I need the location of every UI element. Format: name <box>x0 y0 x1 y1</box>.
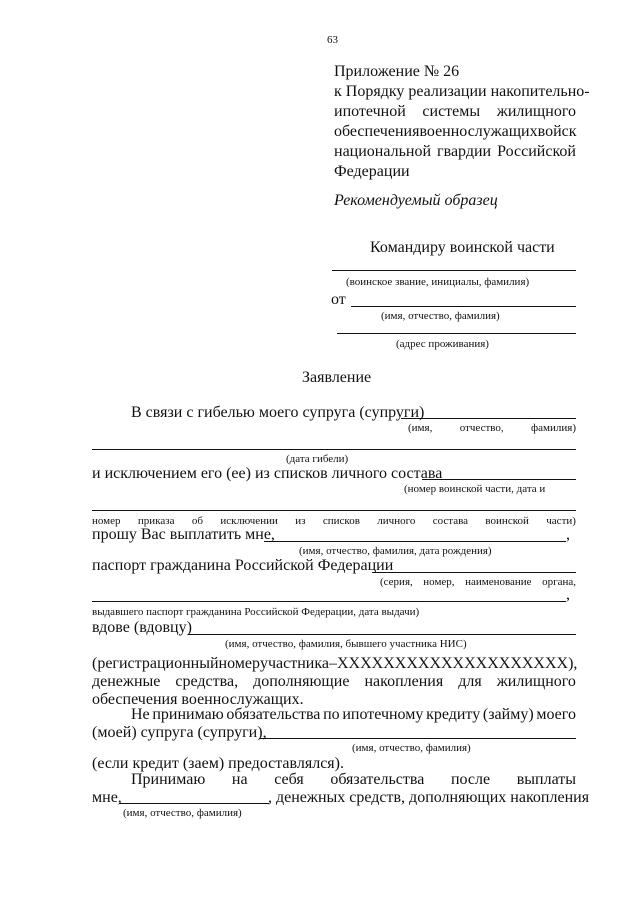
credit-note: (если кредит (заем) предоставлялся). <box>92 755 344 772</box>
word: по <box>323 706 340 723</box>
passport-hint <box>380 576 576 588</box>
exclusion-line <box>422 479 576 480</box>
widow-line <box>188 634 576 635</box>
addressee-title: Командиру воинской части <box>370 239 555 256</box>
word: войск <box>537 123 577 140</box>
death-date-line <box>92 449 576 450</box>
spouse-text: (моей) супруга (супруги), <box>92 724 267 741</box>
issuer-hint: выдавшего паспорт гражданина Российской Федерации, дата выдачи) <box>92 606 420 618</box>
me-rest: , денежных средств, дополняющих накопления <box>268 789 590 806</box>
word: на <box>231 771 248 788</box>
me-text: мне, <box>92 789 122 806</box>
death-date-hint: (дата гибели) <box>286 453 349 465</box>
appendix-line-3 <box>334 123 576 141</box>
pay-hint: (имя, отчество, фамилия, дата рождения) <box>299 545 492 557</box>
word: (серия, <box>380 576 413 588</box>
word: выплаты <box>516 771 576 788</box>
word: наименование <box>465 576 532 588</box>
word: обязательства <box>226 706 321 723</box>
word: денежные <box>92 673 161 690</box>
reg-number-line <box>92 655 576 673</box>
widow-text: вдове (вдовцу) <box>92 619 192 636</box>
issuer-line <box>92 601 566 602</box>
word: исключении <box>220 515 278 527</box>
word: Российской <box>497 143 576 160</box>
no-mortgage-line <box>131 706 576 724</box>
from-name-line <box>351 306 576 307</box>
word: (займу) <box>482 706 534 723</box>
word: накопления <box>364 673 444 690</box>
word: органа, <box>542 576 576 588</box>
word: ипотечному <box>342 706 424 723</box>
word: участника <box>260 655 329 672</box>
word: кредиту <box>426 706 481 723</box>
address-line <box>337 333 576 334</box>
word: (регистрационный <box>92 655 219 672</box>
word: части) <box>546 515 576 527</box>
word: – <box>329 655 337 672</box>
word: Не <box>131 706 150 723</box>
word: системы <box>422 103 481 120</box>
me-line <box>119 803 269 804</box>
pay-line <box>264 541 566 542</box>
word: отчество, <box>459 422 504 434</box>
spouse-line <box>259 738 576 739</box>
passport-line <box>372 572 576 573</box>
word: национальной <box>334 143 431 160</box>
word: гвардии <box>437 143 492 160</box>
word: номер <box>218 655 260 672</box>
word: фамилия) <box>531 422 576 434</box>
unit-hint: (номер воинской части, дата и <box>404 483 546 495</box>
word: приказа <box>137 515 175 527</box>
appendix-title: Приложение № 26 <box>334 63 460 80</box>
passport-text: паспорт гражданина Российской Федерации <box>92 557 394 574</box>
me-hint: (имя, отчество, фамилия) <box>123 807 242 819</box>
death-text: В связи с гибелью моего супруга (супруги) <box>131 404 425 421</box>
recommended-sample: Рекомендуемый образец <box>334 192 498 209</box>
word: XXXXXXXXXXXXXXXXXXXX), <box>337 655 578 672</box>
rank-hint: (воинское звание, инициалы, фамилия) <box>346 276 530 288</box>
word: моего <box>536 706 576 723</box>
word: средства, <box>175 673 239 690</box>
appendix-line-1: к Порядку реализации накопительно- <box>334 83 590 100</box>
word: себя <box>274 771 304 788</box>
spouse-hint: (имя, отчество, фамилия) <box>352 742 471 754</box>
from-name-hint: (имя, отчество, фамилия) <box>381 310 500 322</box>
order-line <box>92 510 576 511</box>
word: (имя, <box>408 422 433 434</box>
word: номер <box>92 515 121 527</box>
word: для <box>458 673 482 690</box>
appendix-line-5: Федерации <box>334 163 410 180</box>
page-number: 63 <box>327 34 338 46</box>
appendix-line-4 <box>334 143 576 161</box>
word: состава <box>432 515 469 527</box>
accept-line <box>131 771 576 789</box>
word: Принимаю <box>131 771 206 788</box>
word: ипотечной <box>334 103 406 120</box>
pay-comma: , <box>566 526 570 543</box>
word: воинской <box>485 515 529 527</box>
word: личного <box>377 515 416 527</box>
death-name-line <box>401 418 576 419</box>
word: номер, <box>423 576 455 588</box>
word: жилищного <box>496 673 576 690</box>
word: списков <box>322 515 360 527</box>
appendix-line-2 <box>334 103 576 121</box>
word: жилищного <box>496 103 576 120</box>
passport-comma: , <box>566 586 570 603</box>
funds-line <box>92 673 576 691</box>
death-hint <box>408 422 576 434</box>
statement-heading: Заявление <box>302 369 372 386</box>
word: обязательства <box>330 771 425 788</box>
from-label: от <box>331 291 346 308</box>
word: обеспечения <box>334 123 420 140</box>
word: об <box>191 515 203 527</box>
word: после <box>450 771 491 788</box>
widow-hint: (имя, отчество, фамилия, бывшего участника НИС) <box>225 638 467 650</box>
pay-text: прошу Вас выплатить мне, <box>92 526 275 543</box>
word: дополняющие <box>253 673 350 690</box>
exclusion-text: и исключением его (ее) из списков личного состава <box>92 465 443 482</box>
funds-end: обеспечения военнослужащих. <box>92 691 304 708</box>
address-hint: (адрес проживания) <box>396 338 489 350</box>
word: военнослужащих <box>419 123 538 140</box>
word: принимаю <box>152 706 224 723</box>
word: из <box>295 515 306 527</box>
rank-line <box>332 270 576 271</box>
